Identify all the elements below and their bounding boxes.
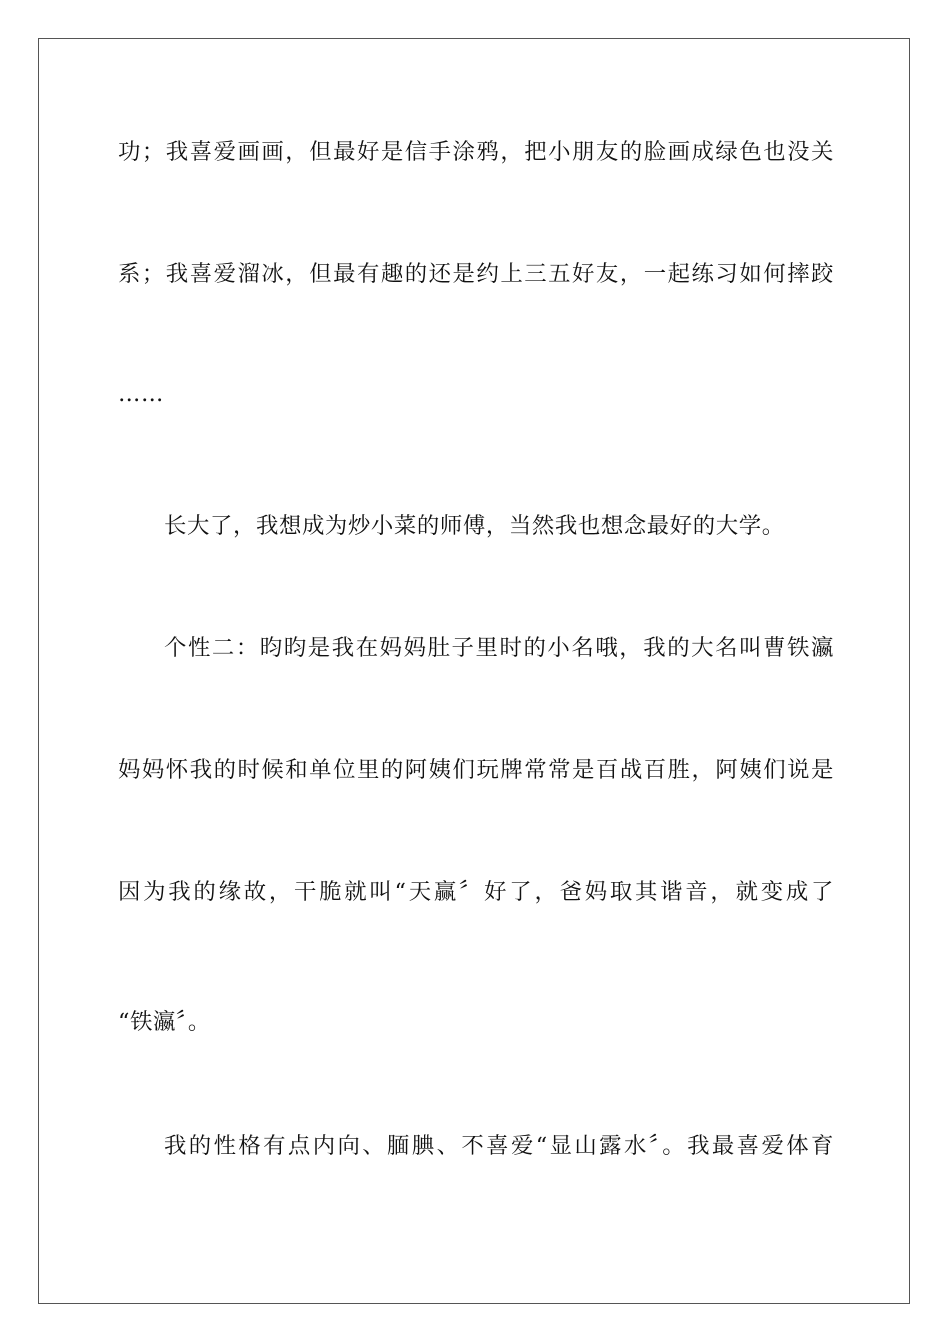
text-line-3-ellipsis: …… — [118, 381, 164, 407]
text-line-7: 因为我的缘故，干脆就叫“天赢〞好了，爸妈取其谐音，就变成了 — [118, 879, 834, 905]
page-border — [38, 38, 910, 1304]
text-line-2: 系；我喜爱溜冰，但最有趣的还是约上三五好友，一起练习如何摔跤 — [118, 261, 834, 287]
paragraph-start-name: 个性二：昀昀是我在妈妈肚子里时的小名哦，我的大名叫曹铁瀛 — [164, 635, 834, 661]
paragraph-start-career: 长大了，我想成为炒小菜的师傅，当然我也想念最好的大学。 — [164, 513, 785, 539]
text-line-6: 妈妈怀我的时候和单位里的阿姨们玩牌常常是百战百胜，阿姨们说是 — [118, 757, 834, 783]
text-line-1: 功；我喜爱画画，但最好是信手涂鸦，把小朋友的脸画成绿色也没关 — [118, 139, 834, 165]
text-line-8: “铁瀛〞。 — [118, 1009, 211, 1035]
paragraph-start-personality: 我的性格有点内向、腼腆、不喜爱“显山露水〞。我最喜爱体育 — [164, 1133, 834, 1159]
